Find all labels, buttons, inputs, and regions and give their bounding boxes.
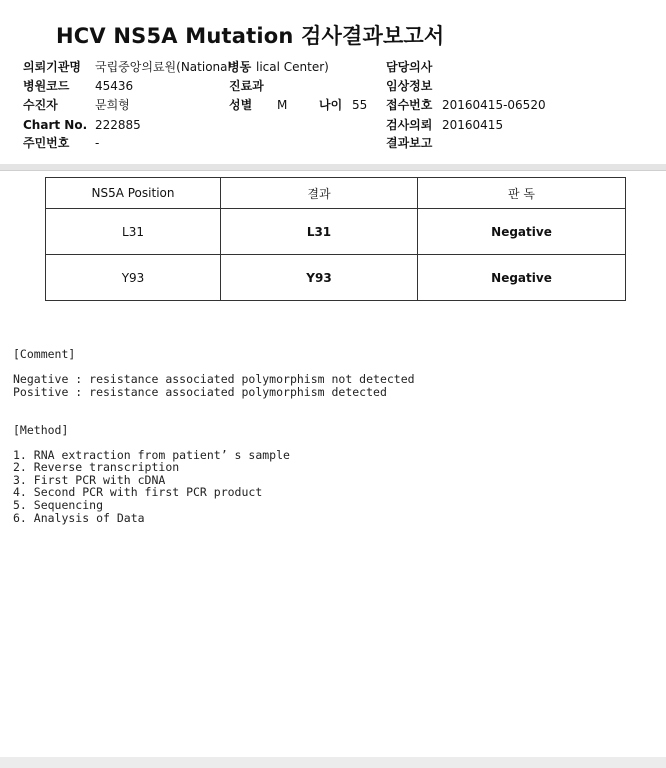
institution-value-cont: lical Center): [256, 60, 329, 74]
age-value: 55: [352, 98, 368, 112]
method-step: 4. Second PCR with first PCR product: [13, 485, 263, 499]
header-result: 결과: [221, 178, 418, 209]
receiver-value: 문희형: [95, 98, 130, 112]
institution-label: 의뢰기관명: [23, 60, 81, 74]
comment-line: Positive : resistance associated polymorphism detected: [13, 385, 387, 399]
table-row: [46, 209, 626, 255]
cell-result: L31: [221, 209, 418, 255]
institution-value: 국립중앙의료원(National: [95, 60, 231, 74]
section-divider-line: [0, 170, 666, 171]
hospital-code-label: 병원코드: [23, 79, 70, 93]
header-position: NS5A Position: [46, 178, 221, 209]
method-step: 1. RNA extraction from patient’ s sample: [13, 448, 290, 462]
sex-label: 성별: [229, 98, 253, 112]
header-interpretation: 판 독: [418, 178, 626, 209]
method-step: 5. Sequencing: [13, 498, 104, 512]
report-header: [0, 0, 666, 165]
cell-interpretation: Negative: [418, 255, 626, 301]
doctor-label: 담당의사: [386, 60, 433, 74]
report-label: 결과보고: [386, 136, 433, 150]
receiver-label: 수진자: [23, 98, 58, 112]
chart-no-value: 222885: [95, 118, 141, 132]
hospital-code-value: 45436: [95, 79, 134, 93]
receipt-no-value: 20160415-06520: [442, 98, 546, 112]
method-step: 3. First PCR with cDNA: [13, 473, 166, 487]
report-title: HCV NS5A Mutation 검사결과보고서: [56, 24, 445, 48]
cell-position: Y93: [46, 255, 221, 301]
comment-line: Negative : resistance associated polymorphism not detected: [13, 372, 415, 386]
ward-label: 병동: [228, 60, 252, 74]
receipt-no-label: 접수번호: [386, 98, 433, 112]
age-label: 나이: [319, 98, 343, 112]
method-step: 2. Reverse transcription: [13, 460, 180, 474]
resident-no-value: -: [95, 136, 100, 150]
sex-value: M: [277, 98, 288, 112]
method-heading: [Method]: [13, 423, 69, 437]
request-label: 검사의뢰: [386, 118, 433, 132]
clinical-label: 임상정보: [386, 79, 433, 93]
cell-interpretation: Negative: [418, 209, 626, 255]
dept-label: 진료과: [229, 79, 264, 93]
resident-no-label: 주민번호: [23, 136, 70, 150]
results-table: [45, 177, 626, 301]
comment-heading: [Comment]: [13, 347, 76, 361]
table-header-row: [46, 178, 626, 209]
table-row: [46, 255, 626, 301]
cell-position: L31: [46, 209, 221, 255]
chart-no-label: Chart No.: [23, 118, 88, 132]
bottom-bar: [0, 757, 666, 768]
cell-result: Y93: [221, 255, 418, 301]
request-value: 20160415: [442, 118, 504, 132]
method-step: 6. Analysis of Data: [13, 511, 145, 525]
